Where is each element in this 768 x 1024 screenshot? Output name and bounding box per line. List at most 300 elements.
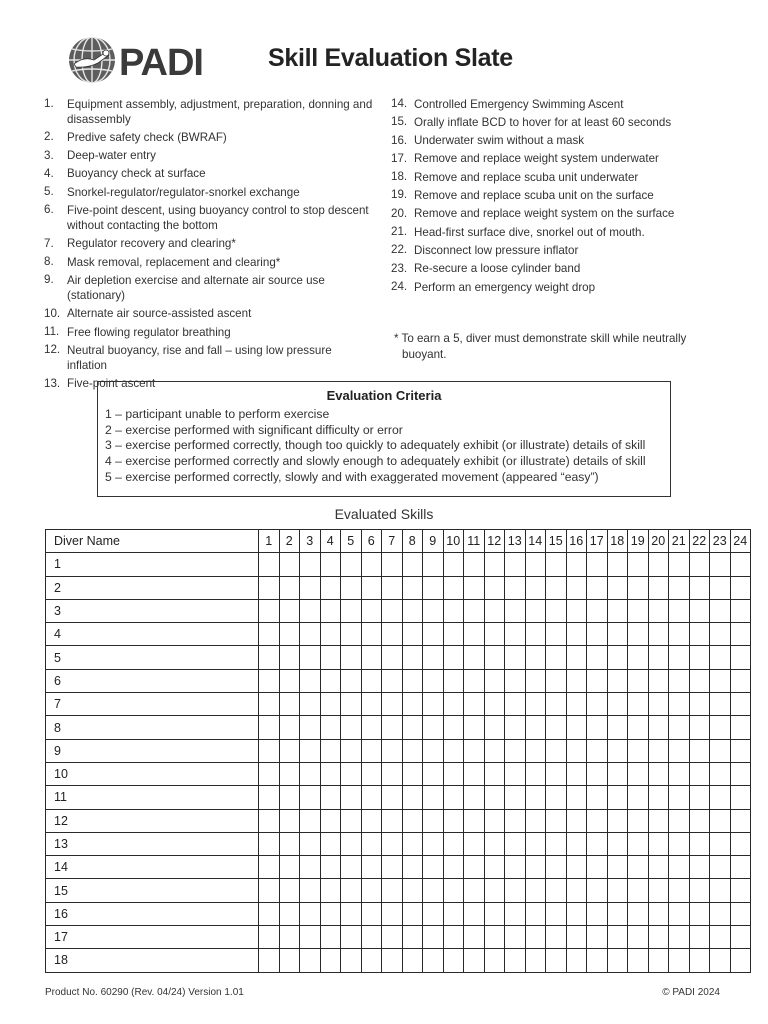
- score-cell[interactable]: [361, 693, 382, 716]
- score-cell[interactable]: [259, 879, 280, 902]
- score-cell[interactable]: [525, 902, 546, 925]
- score-cell[interactable]: [525, 623, 546, 646]
- score-cell[interactable]: [628, 576, 649, 599]
- score-cell[interactable]: [300, 623, 321, 646]
- score-cell[interactable]: [669, 623, 690, 646]
- score-cell[interactable]: [361, 926, 382, 949]
- score-cell[interactable]: [525, 646, 546, 669]
- score-cell[interactable]: [443, 599, 464, 622]
- score-cell[interactable]: [648, 902, 669, 925]
- score-cell[interactable]: [320, 739, 341, 762]
- score-cell[interactable]: [443, 902, 464, 925]
- score-cell[interactable]: [320, 576, 341, 599]
- score-cell[interactable]: [689, 762, 710, 785]
- score-cell[interactable]: [566, 646, 587, 669]
- score-cell[interactable]: [300, 949, 321, 972]
- score-cell[interactable]: [484, 879, 505, 902]
- score-cell[interactable]: [689, 553, 710, 576]
- score-cell[interactable]: [587, 809, 608, 832]
- score-cell[interactable]: [300, 786, 321, 809]
- score-cell[interactable]: [279, 716, 300, 739]
- score-cell[interactable]: [443, 832, 464, 855]
- score-cell[interactable]: [443, 739, 464, 762]
- score-cell[interactable]: [689, 599, 710, 622]
- score-cell[interactable]: [464, 902, 485, 925]
- score-cell[interactable]: [484, 669, 505, 692]
- score-cell[interactable]: [259, 832, 280, 855]
- score-cell[interactable]: [669, 716, 690, 739]
- score-cell[interactable]: [341, 786, 362, 809]
- score-cell[interactable]: [484, 693, 505, 716]
- score-cell[interactable]: [546, 762, 567, 785]
- score-cell[interactable]: [300, 902, 321, 925]
- score-cell[interactable]: [382, 926, 403, 949]
- score-cell[interactable]: [566, 693, 587, 716]
- score-cell[interactable]: [607, 902, 628, 925]
- score-cell[interactable]: [546, 739, 567, 762]
- score-cell[interactable]: [464, 762, 485, 785]
- score-cell[interactable]: [648, 623, 669, 646]
- score-cell[interactable]: [566, 926, 587, 949]
- score-cell[interactable]: [464, 623, 485, 646]
- score-cell[interactable]: [566, 809, 587, 832]
- score-cell[interactable]: [710, 809, 731, 832]
- score-cell[interactable]: [320, 599, 341, 622]
- score-cell[interactable]: [525, 693, 546, 716]
- score-cell[interactable]: [505, 553, 526, 576]
- score-cell[interactable]: [320, 832, 341, 855]
- score-cell[interactable]: [320, 856, 341, 879]
- score-cell[interactable]: [464, 949, 485, 972]
- score-cell[interactable]: [525, 949, 546, 972]
- score-cell[interactable]: [710, 739, 731, 762]
- score-cell[interactable]: [730, 856, 751, 879]
- score-cell[interactable]: [648, 693, 669, 716]
- score-cell[interactable]: [587, 716, 608, 739]
- score-cell[interactable]: [300, 879, 321, 902]
- score-cell[interactable]: [628, 762, 649, 785]
- score-cell[interactable]: [320, 926, 341, 949]
- score-cell[interactable]: [259, 716, 280, 739]
- score-cell[interactable]: [505, 623, 526, 646]
- score-cell[interactable]: [402, 949, 423, 972]
- score-cell[interactable]: [464, 646, 485, 669]
- score-cell[interactable]: [402, 809, 423, 832]
- diver-name-cell[interactable]: 3: [46, 599, 259, 622]
- score-cell[interactable]: [341, 576, 362, 599]
- score-cell[interactable]: [689, 693, 710, 716]
- score-cell[interactable]: [730, 599, 751, 622]
- score-cell[interactable]: [300, 926, 321, 949]
- score-cell[interactable]: [361, 949, 382, 972]
- score-cell[interactable]: [730, 646, 751, 669]
- score-cell[interactable]: [730, 762, 751, 785]
- score-cell[interactable]: [484, 553, 505, 576]
- score-cell[interactable]: [607, 576, 628, 599]
- score-cell[interactable]: [464, 832, 485, 855]
- score-cell[interactable]: [525, 856, 546, 879]
- score-cell[interactable]: [689, 786, 710, 809]
- score-cell[interactable]: [320, 762, 341, 785]
- score-cell[interactable]: [607, 623, 628, 646]
- score-cell[interactable]: [402, 553, 423, 576]
- score-cell[interactable]: [279, 809, 300, 832]
- score-cell[interactable]: [484, 832, 505, 855]
- score-cell[interactable]: [669, 949, 690, 972]
- score-cell[interactable]: [341, 809, 362, 832]
- score-cell[interactable]: [341, 856, 362, 879]
- score-cell[interactable]: [443, 646, 464, 669]
- score-cell[interactable]: [669, 902, 690, 925]
- score-cell[interactable]: [484, 762, 505, 785]
- score-cell[interactable]: [689, 646, 710, 669]
- score-cell[interactable]: [300, 599, 321, 622]
- diver-name-cell[interactable]: 12: [46, 809, 259, 832]
- score-cell[interactable]: [279, 693, 300, 716]
- score-cell[interactable]: [443, 576, 464, 599]
- score-cell[interactable]: [689, 669, 710, 692]
- score-cell[interactable]: [259, 926, 280, 949]
- score-cell[interactable]: [505, 949, 526, 972]
- score-cell[interactable]: [300, 646, 321, 669]
- score-cell[interactable]: [300, 856, 321, 879]
- score-cell[interactable]: [505, 902, 526, 925]
- diver-name-cell[interactable]: 7: [46, 693, 259, 716]
- score-cell[interactable]: [423, 926, 444, 949]
- score-cell[interactable]: [607, 553, 628, 576]
- score-cell[interactable]: [300, 553, 321, 576]
- diver-name-cell[interactable]: 14: [46, 856, 259, 879]
- score-cell[interactable]: [710, 646, 731, 669]
- score-cell[interactable]: [443, 856, 464, 879]
- score-cell[interactable]: [730, 832, 751, 855]
- score-cell[interactable]: [525, 832, 546, 855]
- score-cell[interactable]: [259, 576, 280, 599]
- score-cell[interactable]: [587, 879, 608, 902]
- score-cell[interactable]: [607, 949, 628, 972]
- score-cell[interactable]: [341, 553, 362, 576]
- score-cell[interactable]: [628, 879, 649, 902]
- score-cell[interactable]: [259, 599, 280, 622]
- score-cell[interactable]: [607, 599, 628, 622]
- score-cell[interactable]: [320, 693, 341, 716]
- score-cell[interactable]: [607, 926, 628, 949]
- score-cell[interactable]: [607, 693, 628, 716]
- score-cell[interactable]: [341, 902, 362, 925]
- score-cell[interactable]: [320, 646, 341, 669]
- score-cell[interactable]: [320, 786, 341, 809]
- score-cell[interactable]: [689, 902, 710, 925]
- score-cell[interactable]: [730, 576, 751, 599]
- score-cell[interactable]: [669, 646, 690, 669]
- score-cell[interactable]: [546, 949, 567, 972]
- score-cell[interactable]: [382, 902, 403, 925]
- score-cell[interactable]: [382, 832, 403, 855]
- score-cell[interactable]: [361, 762, 382, 785]
- score-cell[interactable]: [464, 739, 485, 762]
- score-cell[interactable]: [730, 693, 751, 716]
- score-cell[interactable]: [648, 879, 669, 902]
- score-cell[interactable]: [402, 716, 423, 739]
- score-cell[interactable]: [669, 669, 690, 692]
- score-cell[interactable]: [566, 879, 587, 902]
- score-cell[interactable]: [341, 669, 362, 692]
- score-cell[interactable]: [587, 786, 608, 809]
- score-cell[interactable]: [525, 669, 546, 692]
- score-cell[interactable]: [648, 832, 669, 855]
- score-cell[interactable]: [423, 739, 444, 762]
- score-cell[interactable]: [628, 623, 649, 646]
- score-cell[interactable]: [730, 623, 751, 646]
- score-cell[interactable]: [320, 669, 341, 692]
- score-cell[interactable]: [628, 599, 649, 622]
- score-cell[interactable]: [730, 553, 751, 576]
- score-cell[interactable]: [443, 669, 464, 692]
- score-cell[interactable]: [484, 599, 505, 622]
- diver-name-cell[interactable]: 5: [46, 646, 259, 669]
- score-cell[interactable]: [341, 762, 362, 785]
- score-cell[interactable]: [361, 576, 382, 599]
- score-cell[interactable]: [648, 786, 669, 809]
- score-cell[interactable]: [628, 902, 649, 925]
- score-cell[interactable]: [464, 669, 485, 692]
- score-cell[interactable]: [730, 669, 751, 692]
- score-cell[interactable]: [443, 762, 464, 785]
- score-cell[interactable]: [341, 646, 362, 669]
- score-cell[interactable]: [464, 926, 485, 949]
- diver-name-cell[interactable]: 6: [46, 669, 259, 692]
- score-cell[interactable]: [402, 856, 423, 879]
- score-cell[interactable]: [259, 856, 280, 879]
- score-cell[interactable]: [648, 576, 669, 599]
- score-cell[interactable]: [361, 856, 382, 879]
- score-cell[interactable]: [361, 553, 382, 576]
- score-cell[interactable]: [689, 856, 710, 879]
- score-cell[interactable]: [628, 856, 649, 879]
- score-cell[interactable]: [423, 716, 444, 739]
- score-cell[interactable]: [566, 902, 587, 925]
- score-cell[interactable]: [546, 809, 567, 832]
- score-cell[interactable]: [279, 926, 300, 949]
- score-cell[interactable]: [710, 856, 731, 879]
- score-cell[interactable]: [259, 809, 280, 832]
- score-cell[interactable]: [361, 809, 382, 832]
- score-cell[interactable]: [648, 739, 669, 762]
- score-cell[interactable]: [341, 623, 362, 646]
- diver-name-cell[interactable]: 17: [46, 926, 259, 949]
- score-cell[interactable]: [443, 553, 464, 576]
- score-cell[interactable]: [341, 832, 362, 855]
- score-cell[interactable]: [361, 669, 382, 692]
- score-cell[interactable]: [505, 856, 526, 879]
- score-cell[interactable]: [546, 716, 567, 739]
- score-cell[interactable]: [300, 832, 321, 855]
- score-cell[interactable]: [423, 599, 444, 622]
- score-cell[interactable]: [648, 646, 669, 669]
- score-cell[interactable]: [525, 739, 546, 762]
- score-cell[interactable]: [525, 809, 546, 832]
- score-cell[interactable]: [710, 879, 731, 902]
- score-cell[interactable]: [546, 693, 567, 716]
- score-cell[interactable]: [382, 739, 403, 762]
- score-cell[interactable]: [484, 739, 505, 762]
- score-cell[interactable]: [566, 786, 587, 809]
- score-cell[interactable]: [607, 832, 628, 855]
- score-cell[interactable]: [648, 809, 669, 832]
- score-cell[interactable]: [566, 669, 587, 692]
- score-cell[interactable]: [566, 739, 587, 762]
- score-cell[interactable]: [628, 809, 649, 832]
- score-cell[interactable]: [628, 716, 649, 739]
- score-cell[interactable]: [710, 623, 731, 646]
- score-cell[interactable]: [320, 553, 341, 576]
- score-cell[interactable]: [484, 809, 505, 832]
- score-cell[interactable]: [648, 669, 669, 692]
- score-cell[interactable]: [587, 856, 608, 879]
- score-cell[interactable]: [648, 856, 669, 879]
- score-cell[interactable]: [607, 809, 628, 832]
- score-cell[interactable]: [710, 669, 731, 692]
- score-cell[interactable]: [443, 716, 464, 739]
- score-cell[interactable]: [464, 599, 485, 622]
- diver-name-cell[interactable]: 9: [46, 739, 259, 762]
- score-cell[interactable]: [382, 879, 403, 902]
- score-cell[interactable]: [279, 669, 300, 692]
- score-cell[interactable]: [689, 879, 710, 902]
- diver-name-cell[interactable]: 4: [46, 623, 259, 646]
- score-cell[interactable]: [566, 832, 587, 855]
- score-cell[interactable]: [464, 879, 485, 902]
- score-cell[interactable]: [566, 716, 587, 739]
- score-cell[interactable]: [607, 669, 628, 692]
- score-cell[interactable]: [382, 669, 403, 692]
- score-cell[interactable]: [505, 762, 526, 785]
- score-cell[interactable]: [382, 856, 403, 879]
- score-cell[interactable]: [320, 716, 341, 739]
- score-cell[interactable]: [259, 949, 280, 972]
- score-cell[interactable]: [423, 646, 444, 669]
- score-cell[interactable]: [525, 786, 546, 809]
- score-cell[interactable]: [710, 693, 731, 716]
- score-cell[interactable]: [484, 786, 505, 809]
- score-cell[interactable]: [587, 623, 608, 646]
- score-cell[interactable]: [361, 786, 382, 809]
- score-cell[interactable]: [669, 832, 690, 855]
- score-cell[interactable]: [341, 599, 362, 622]
- score-cell[interactable]: [423, 902, 444, 925]
- score-cell[interactable]: [402, 599, 423, 622]
- score-cell[interactable]: [546, 879, 567, 902]
- score-cell[interactable]: [689, 623, 710, 646]
- score-cell[interactable]: [382, 786, 403, 809]
- score-cell[interactable]: [443, 926, 464, 949]
- score-cell[interactable]: [689, 576, 710, 599]
- score-cell[interactable]: [546, 553, 567, 576]
- score-cell[interactable]: [525, 553, 546, 576]
- score-cell[interactable]: [587, 646, 608, 669]
- score-cell[interactable]: [382, 693, 403, 716]
- score-cell[interactable]: [628, 832, 649, 855]
- score-cell[interactable]: [484, 576, 505, 599]
- score-cell[interactable]: [505, 669, 526, 692]
- score-cell[interactable]: [689, 926, 710, 949]
- score-cell[interactable]: [730, 926, 751, 949]
- score-cell[interactable]: [300, 809, 321, 832]
- score-cell[interactable]: [710, 762, 731, 785]
- score-cell[interactable]: [423, 576, 444, 599]
- score-cell[interactable]: [689, 739, 710, 762]
- score-cell[interactable]: [279, 949, 300, 972]
- score-cell[interactable]: [628, 949, 649, 972]
- score-cell[interactable]: [525, 879, 546, 902]
- score-cell[interactable]: [546, 902, 567, 925]
- score-cell[interactable]: [628, 669, 649, 692]
- score-cell[interactable]: [382, 716, 403, 739]
- diver-name-cell[interactable]: 8: [46, 716, 259, 739]
- score-cell[interactable]: [689, 716, 710, 739]
- score-cell[interactable]: [259, 693, 280, 716]
- score-cell[interactable]: [505, 809, 526, 832]
- score-cell[interactable]: [587, 902, 608, 925]
- score-cell[interactable]: [402, 832, 423, 855]
- score-cell[interactable]: [361, 832, 382, 855]
- score-cell[interactable]: [587, 693, 608, 716]
- score-cell[interactable]: [464, 576, 485, 599]
- score-cell[interactable]: [423, 623, 444, 646]
- score-cell[interactable]: [259, 762, 280, 785]
- score-cell[interactable]: [607, 716, 628, 739]
- score-cell[interactable]: [669, 762, 690, 785]
- score-cell[interactable]: [402, 646, 423, 669]
- score-cell[interactable]: [710, 926, 731, 949]
- score-cell[interactable]: [607, 786, 628, 809]
- score-cell[interactable]: [423, 669, 444, 692]
- score-cell[interactable]: [464, 693, 485, 716]
- score-cell[interactable]: [320, 902, 341, 925]
- score-cell[interactable]: [484, 623, 505, 646]
- score-cell[interactable]: [279, 902, 300, 925]
- score-cell[interactable]: [341, 879, 362, 902]
- score-cell[interactable]: [300, 716, 321, 739]
- score-cell[interactable]: [710, 553, 731, 576]
- score-cell[interactable]: [710, 902, 731, 925]
- score-cell[interactable]: [669, 576, 690, 599]
- score-cell[interactable]: [587, 949, 608, 972]
- score-cell[interactable]: [402, 623, 423, 646]
- score-cell[interactable]: [382, 623, 403, 646]
- score-cell[interactable]: [710, 716, 731, 739]
- score-cell[interactable]: [443, 693, 464, 716]
- score-cell[interactable]: [546, 926, 567, 949]
- score-cell[interactable]: [361, 716, 382, 739]
- score-cell[interactable]: [320, 809, 341, 832]
- score-cell[interactable]: [423, 832, 444, 855]
- score-cell[interactable]: [443, 623, 464, 646]
- score-cell[interactable]: [423, 693, 444, 716]
- score-cell[interactable]: [382, 576, 403, 599]
- score-cell[interactable]: [587, 553, 608, 576]
- score-cell[interactable]: [566, 762, 587, 785]
- score-cell[interactable]: [505, 716, 526, 739]
- score-cell[interactable]: [525, 716, 546, 739]
- score-cell[interactable]: [443, 786, 464, 809]
- diver-name-cell[interactable]: 1: [46, 553, 259, 576]
- score-cell[interactable]: [279, 786, 300, 809]
- score-cell[interactable]: [484, 646, 505, 669]
- score-cell[interactable]: [546, 576, 567, 599]
- score-cell[interactable]: [587, 576, 608, 599]
- score-cell[interactable]: [279, 762, 300, 785]
